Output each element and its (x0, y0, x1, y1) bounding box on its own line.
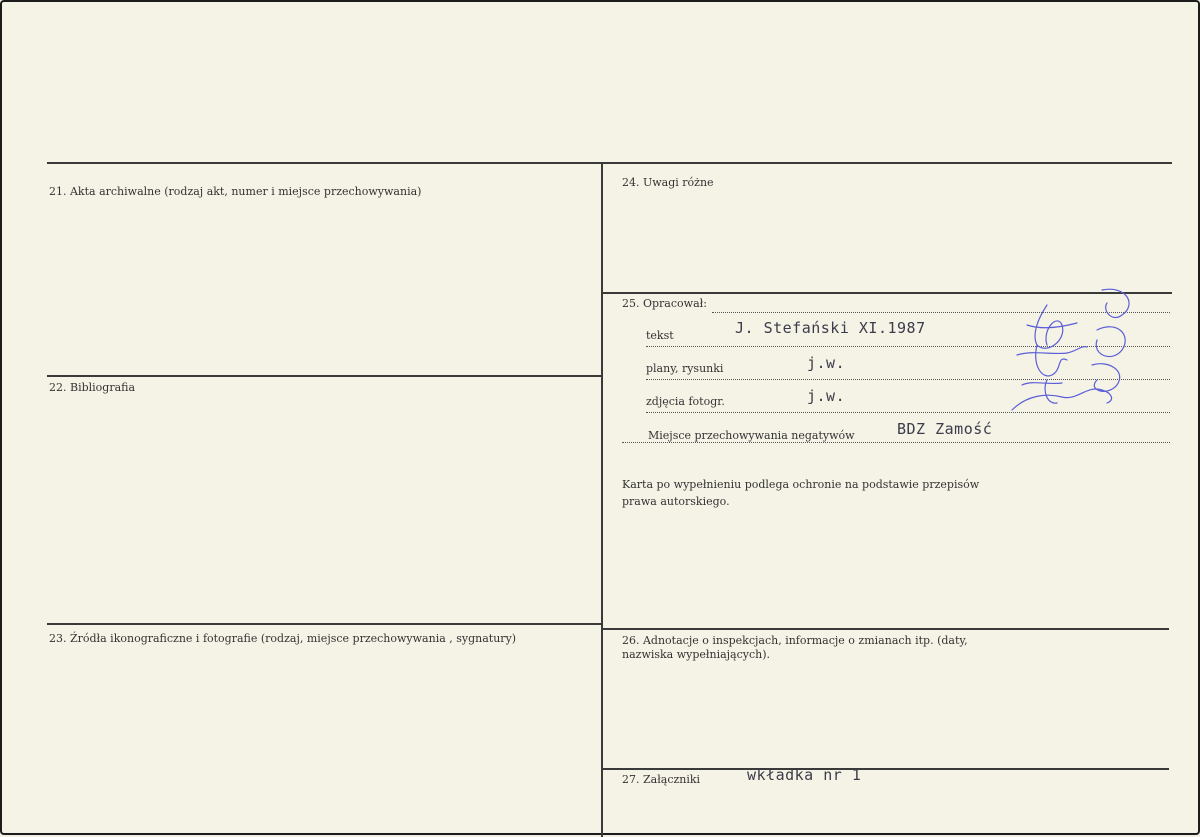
copyright-note-line-1: Karta po wypełnieniu podlega ochronie na podstawie przepisów (622, 478, 980, 491)
handwritten-signature (1007, 285, 1147, 425)
section-25-label: 25. Opracował: (622, 297, 707, 310)
field-value-tekst: J. Stefański XI.1987 (735, 319, 926, 337)
rule-25-26 (603, 628, 1169, 630)
copyright-note (622, 476, 1022, 510)
section-27-value: wkładka nr 1 (747, 766, 862, 784)
rule-26-27 (603, 768, 1169, 770)
rule-22-23 (47, 623, 601, 625)
field-label-tekst: tekst (646, 329, 674, 342)
section-23-label: 23. Źródła ikonograficzne i fotografie (rodzaj, miejsce przechowywania , sygnatury) (49, 632, 517, 645)
top-rule (47, 162, 1172, 164)
rule-21-22 (47, 375, 601, 377)
field-label-zdjecia: zdjęcia fotogr. (646, 395, 725, 408)
section-24-label: 24. Uwagi różne (622, 176, 714, 189)
dotted-line (622, 442, 1170, 443)
field-value-negatywy: BDZ Zamość (897, 420, 993, 438)
column-divider (601, 164, 603, 837)
field-value-plany: j.w. (807, 354, 846, 372)
section-22-label: 22. Bibliografia (49, 381, 136, 394)
section-26-label-line-1: 26. Adnotacje o inspekcjach, informacje o zmianach itp. (daty, (622, 634, 968, 647)
field-value-zdjecia: j.w. (807, 387, 846, 405)
copyright-note-line-2: prawa autorskiego. (622, 495, 730, 508)
field-label-negatywy: Miejsce przechowywania negatywów (648, 429, 855, 442)
field-label-plany: plany, rysunki (646, 362, 724, 375)
section-21-label: 21. Akta archiwalne (rodzaj akt, numer i miejsce przechowywania) (49, 185, 422, 198)
section-26-label-line-2: nazwiska wypełniających). (622, 648, 771, 661)
section-27-label: 27. Załączniki (622, 773, 701, 786)
